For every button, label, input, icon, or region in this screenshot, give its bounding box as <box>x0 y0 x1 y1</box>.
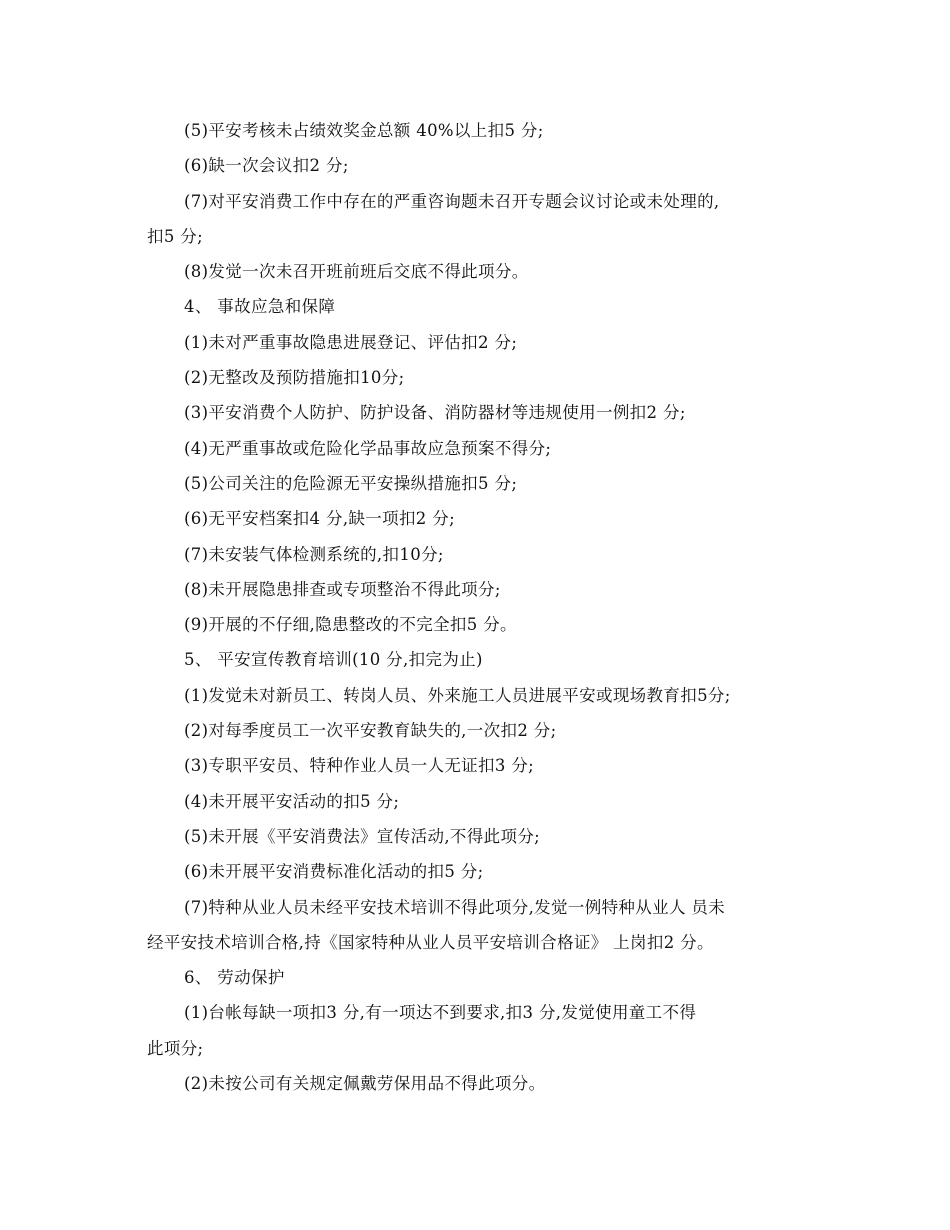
section-heading: 4、 事故应急和保障 <box>184 297 336 317</box>
text-line: (6)缺一次会议扣2 分; <box>184 156 349 176</box>
text-line: (7)对平安消费工作中存在的严重咨询题未召开专题会议讨论或未处理的, <box>184 191 720 211</box>
text-line: 扣5 分; <box>147 226 204 246</box>
section-heading: 5、 平安宣传教育培训(10 分,扣完为止) <box>184 650 483 670</box>
text-line: 此项分; <box>147 1038 204 1058</box>
text-line: (5)未开展《平安消费法》宣传活动,不得此项分; <box>184 826 541 846</box>
text-line: (7)特种从业人员未经平安技术培训不得此项分,发觉一例特种从业人 员未 <box>184 897 726 917</box>
text-line: (6)未开展平安消费标准化活动的扣5 分; <box>184 862 484 882</box>
text-line: (3)平安消费个人防护、防护设备、消防器材等违规使用一例扣2 分; <box>184 403 686 423</box>
text-line: (6)无平安档案扣4 分,缺一项扣2 分; <box>184 509 456 529</box>
text-line: (7)未安装气体检测系统的,扣10分; <box>184 544 444 564</box>
text-line: (5)平安考核未占绩效奖金总额 40%以上扣5 分; <box>184 121 544 140</box>
text-line: (2)无整改及预防措施扣10分; <box>184 368 405 388</box>
text-line: (2)对每季度员工一次平安教育缺失的,一次扣2 分; <box>184 721 557 741</box>
section-heading: 6、 劳动保护 <box>184 968 285 988</box>
text-line: (9)开展的不仔细,隐患整改的不完全扣5 分。 <box>184 615 517 635</box>
text-line: (1)发觉未对新员工、转岗人员、外来施工人员进展平安或现场教育扣5分; <box>184 685 731 705</box>
text-line: (5)公司关注的危险源无平安操纵措施扣5 分; <box>184 473 518 493</box>
text-line: (8)未开展隐患排查或专项整治不得此项分; <box>184 579 501 599</box>
text-line: (2)未按公司有关规定佩戴劳保用品不得此项分。 <box>184 1074 546 1094</box>
document-body <box>147 113 807 1101</box>
text-line: (4)无严重事故或危险化学品事故应急预案不得分; <box>184 438 552 458</box>
text-line: 经平安技术培训合格,持《国家特种从业人员平安培训合格证》 上岗扣2 分。 <box>147 932 714 952</box>
text-line: (3)专职平安员、特种作业人员一人无证扣3 分; <box>184 756 535 776</box>
text-line: (4)未开展平安活动的扣5 分; <box>184 791 400 811</box>
text-line: (1)未对严重事故隐患进展登记、评估扣2 分; <box>184 332 518 352</box>
text-line: (8)发觉一次未召开班前班后交底不得此项分。 <box>184 262 529 282</box>
text-line: (1)台帐每缺一项扣3 分,有一项达不到要求,扣3 分,发觉使用童工不得 <box>184 1003 697 1023</box>
